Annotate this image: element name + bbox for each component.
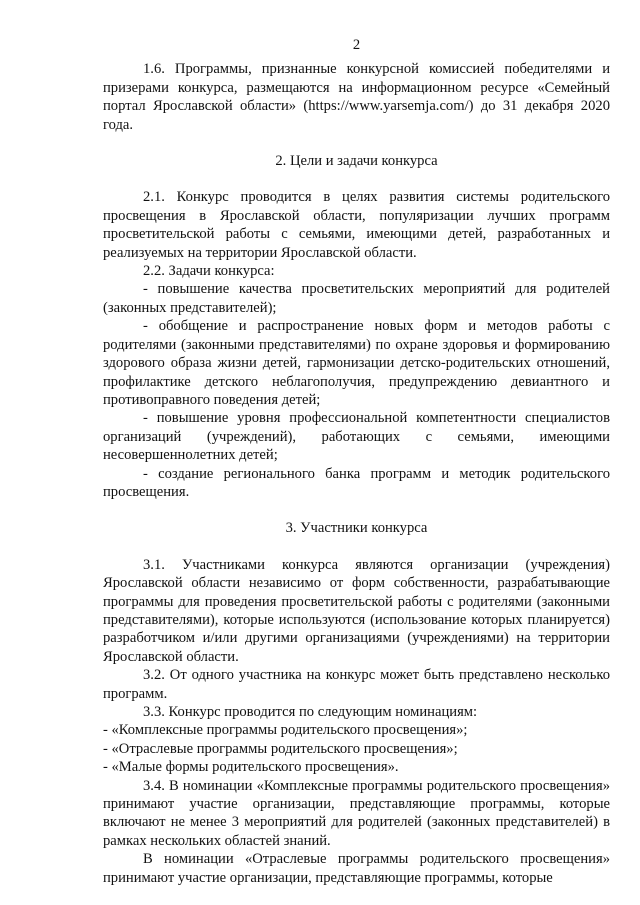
section-3-heading: 3. Участники конкурса bbox=[285, 520, 428, 537]
paragraph-3-4-continued: В номинации «Отраслевые программы родительского просвещения» принимают участие организации, представляющие программы, которые bbox=[103, 851, 610, 886]
page-number: 2 bbox=[352, 37, 361, 53]
nomination-item-2: - «Отраслевые программы родительского просвещения»; bbox=[103, 740, 458, 757]
paragraph-2-1: 2.1. Конкурс проводится в целях развития системы родительского просвещения в Ярославской области, популяризации лучших программ просветительской работы с семьями, имеющими детей, разработанных и реализуемых на территории Ярославской области. bbox=[103, 189, 610, 261]
nomination-item-1: - «Комплексные программы родительского просвещения»; bbox=[103, 722, 468, 739]
task-item-2: - обобщение и распространение новых форм и методов работы с родителями (законными представителями) по охране здоровья и формированию здорового образа жизни детей, гармонизации детско-родительских отношений, профилактике детского неблагополучия, предупреждению девиантного и противоправного поведения детей; bbox=[103, 318, 610, 408]
paragraph-3-1: 3.1. Участниками конкурса являются организации (учреждения) Ярославской области независимо от форм собственности, разрабатывающие программы для проведения просветительской работы с родителями (законными представителями), которые используются (использование которых планируется) разработчиком и/или другими организациями (учреждениями) на территории Ярославской области. bbox=[103, 556, 610, 665]
paragraph-1-6: 1.6. Программы, признанные конкурсной комиссией победителями и призерами конкурса, размещаются на информационном ресурсе «Семейный портал Ярославской области» (https://www.yarsemja.com/) до 31 декабря 2020 года. bbox=[103, 61, 610, 133]
paragraph-3-3: 3.3. Конкурс проводится по следующим номинациям: bbox=[143, 704, 478, 720]
paragraph-3-4: 3.4. В номинации «Комплексные программы родительского просвещения» принимают участие организации, представляющие программы, которые включают не менее 3 мероприятий для родителей (законных представителей) в рамках нескольких областей знаний. bbox=[103, 777, 610, 849]
paragraph-3-2: 3.2. От одного участника на конкурс может быть представлено несколько программ. bbox=[103, 667, 610, 702]
task-item-1: - повышение качества просветительских мероприятий для родителей (законных представителей); bbox=[103, 281, 610, 316]
section-2-heading: 2. Цели и задачи конкурса bbox=[275, 153, 438, 170]
task-item-4: - создание регионального банка программ и методик родительского просвещения. bbox=[103, 465, 610, 500]
document-page bbox=[103, 36, 610, 887]
paragraph-2-2: 2.2. Задачи конкурса: bbox=[143, 263, 275, 280]
nomination-item-3: - «Малые формы родительского просвещения». bbox=[103, 759, 399, 776]
task-item-3: - повышение уровня профессиональной компетентности специалистов организаций (учреждений), работающих с семьями, имеющими несовершеннолетних детей; bbox=[103, 410, 610, 464]
